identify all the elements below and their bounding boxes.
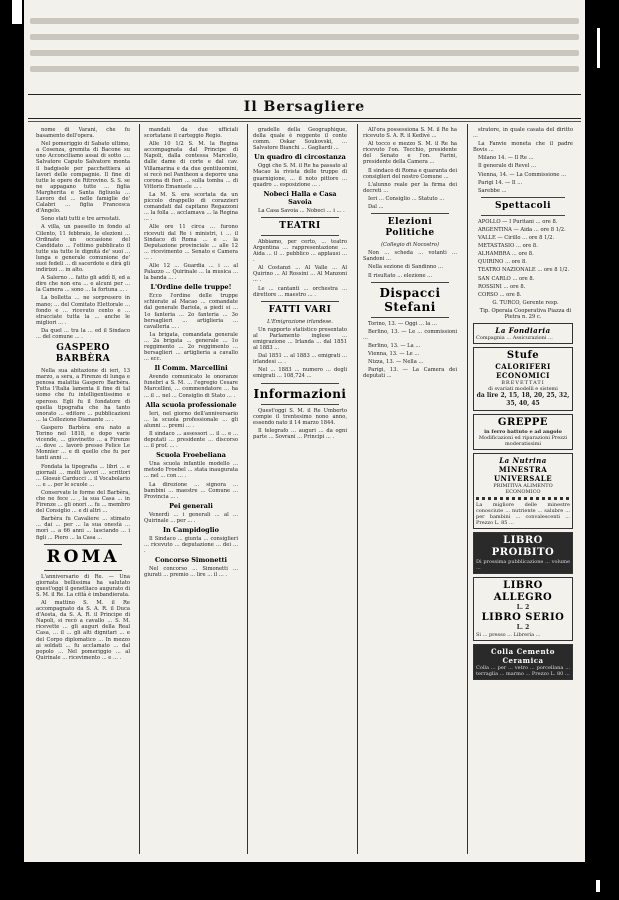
ad-title: CALORIFERI ECONOMICI: [495, 362, 551, 381]
column-rule: [247, 124, 248, 854]
paragraph: Il sindaco ... assessori ... il ... e ... deputati ... presidente ... discorso ... il prof. ... .: [144, 430, 238, 450]
show-item: CORSO ... ore 8.: [478, 291, 522, 298]
ad-price: L. 2: [516, 604, 530, 612]
subheading: Il Comm. Marcellini: [154, 364, 228, 373]
paragraph: Nizza, 13. — Nella ...: [368, 359, 424, 366]
section-heading-informazioni: Informazioni: [253, 386, 347, 401]
paragraph: Nella sezione di Sandinno ...: [368, 264, 443, 271]
ad-subtitle: BREVETTATI: [501, 380, 545, 387]
paragraph: 1a brigata, comandata generale ... 2a brigata ... generale ... 1o reggimento ... 2o reggimento ... bersaglieri ... artiglieria a cavallo ... ecc.: [144, 331, 238, 363]
subheading: Un quadro di circostanza: [254, 153, 346, 162]
column-2: [144, 127, 238, 852]
ad-subtitle: PRIMITIVA ALIMENTO ECONOMICO: [493, 483, 553, 496]
section-heading-elezioni: Elezioni Politiche: [385, 217, 435, 239]
paragraph: mandati da due ufficiali scortatane il carteggio Regio.: [144, 127, 238, 140]
show-item: APOLLO — I Puritani ... ore 8.: [478, 218, 558, 225]
paragraph: Oggi che S. M. il Re ha passato al Macao la rivista delle truppe di guarnigione, ... il noto pittore ... quadro ... esposizione ... .: [253, 163, 347, 188]
faded-line: [30, 34, 579, 40]
section-divider: [261, 404, 339, 405]
ad-libro-allegro: [473, 577, 573, 641]
paragraph: Il Sindaco ... giunta ... consiglieri ... ricevuto ... deputazione ... dei ... .: [144, 535, 238, 555]
ad-title: La Nutrina: [499, 456, 547, 466]
paragraph: L'alunno reale per la firma dei decreti ...: [363, 181, 457, 194]
paragraph: Al mattino S. M. il Re accompagnato da S. A. R. il Duca d'Aosta, da S. A. R. il Principe di Napoli, si recò a cavallo ... S. M. ricevette ... gli auguri della Real Casa, ... il ... gli alti dignitari ... e del Corpo diplomatico ... In mezzo ai soldati ... fu acclamato ... dal popolo ... Nel pomeriggio ... al Quirinale ... ricevimento ... e ... .: [36, 600, 130, 661]
paragraph: Alle ore 11 circa ... furono ricevuti dal Re i ministri, i ... il Sindaco di Roma ... e ... la Deputazione provinciale ... alle 12 ... ricevimento ... Senato e Camera ... .: [144, 224, 238, 261]
ad-body: Si ... presso ... Libreria ...: [476, 632, 541, 639]
paragraph: Un rapporto statistico presentato al Parlamento inglese ... emigrazione ... Irlanda ... dal 1851 al 1883 ...: [253, 326, 347, 352]
paragraph: Il telegrafo ... auguri ... da ogni parte ... Sovrani ... Principi ... .: [253, 427, 347, 440]
paragraph: Barbèra fu Cavaliere ... stimato ... dai ... per ... la sua onestà ... morì ... a 66 anni ... lasciando ... i figli ... Piero ... la Casa ...: [36, 516, 130, 541]
paragraph: La Casa Savoia ... Nobeci ... i ... .: [258, 207, 345, 214]
paragraph: Sarebbe ...: [478, 187, 507, 194]
paragraph: Parigi, 13. — La Camera dei deputati ...: [363, 367, 457, 380]
subheading-collegio: (Collegio di Nocostro): [381, 242, 439, 249]
section-divider: [261, 217, 339, 218]
paragraph: Conservate le forme del Barbèra, che ne fece ... , la sua Casa ... in Firenze ... gli onori ... fu ... membro del Consiglio ... e di altri ...: [36, 489, 130, 515]
paragraph: gradelle della Geographique, della quale è reggente il conte comm. Oskar Soukovski, ... Salvatore Bianchi ... Gagliardi ...: [253, 127, 347, 152]
ad-title: GREPPE: [497, 417, 549, 429]
paragraph: Da quel ... tra la ... ed il Sindaco ... del comune ... .: [36, 327, 130, 340]
subheading: Pei generali: [169, 501, 213, 510]
subheading: In Campidoglio: [162, 525, 219, 534]
subheading: Nobeci Halla e Casa Savoia: [263, 189, 337, 206]
newspaper-page: [24, 0, 585, 862]
show-item: ARGENTINA — Aida ... ore 8 1/2.: [478, 226, 566, 233]
section-divider: [481, 197, 565, 198]
subheading: L'Ordine delle truppe!: [150, 283, 232, 292]
ad-title: Colla Cemento Ceramica: [491, 647, 555, 666]
paragraph: Dal ...: [368, 204, 384, 211]
paragraph: Il risultato ... elezione ...: [368, 272, 433, 279]
ad-subtitle: Modificazioni ed riparazioni Prezzi moderatissimi: [478, 435, 568, 448]
ad-price: da lire 2, 15, 18, 20, 25, 32, 35, 40, 45: [476, 392, 570, 408]
section-divider: [261, 301, 339, 302]
paragraph: Vienna, 13. — Le ...: [368, 350, 420, 357]
ad-price: L. 2: [516, 624, 530, 632]
ad-greppe: [473, 414, 573, 450]
paragraph: La M. S. era scortata da un piccolo drappello di corazzieri comandati dal capitano Regazzoni ... la folla ... acclamava ... la Regina ... .: [144, 191, 238, 223]
scan-mark: [597, 28, 600, 68]
ad-title: Stufe: [506, 350, 540, 362]
ad-body: Compagnia ... Assicurazioni ...: [476, 335, 553, 342]
section-heading-fatti-vari: FATTI VARI: [268, 304, 332, 315]
paragraph: All'ora possessiona S. M. il Re ha ricevuto S. A. R. il Kedivè ...: [363, 127, 457, 140]
masthead-title: Il Bersagliere: [243, 99, 366, 115]
paragraph: Parigi 14. — Il ...: [478, 179, 523, 186]
paragraph: La Fanvie moneta che il padre Bovis ...: [473, 141, 573, 154]
column-4: [363, 127, 457, 852]
section-heading-dispacci: Dispacci Stefani: [379, 285, 441, 314]
paragraph: Fondata la tipografia ... libri ... e giornali ... molti lavori ... scrittori ... Giosuè Carducci ... il Vocabolario ... e ... per le scuole ...: [36, 463, 130, 488]
paragraph: Berlino, 13. — La ...: [368, 342, 421, 349]
section-divider: [44, 544, 122, 545]
faded-line: [30, 50, 579, 56]
section-divider: [371, 282, 449, 283]
paragraph: Dal 1851 ... al 1883 ... emigrati ... irlandesi ... .: [253, 353, 347, 366]
paragraph: Il generale di Revel ...: [478, 163, 536, 170]
paragraph: Vienna, 14. — La Commissione ...: [478, 171, 567, 178]
masthead-rule-thin: [28, 121, 581, 122]
subheading: Alla scuola professionale: [145, 400, 237, 409]
ad-body: Di prossima pubblicazione ... volume ...: [476, 559, 570, 572]
show-item: TEATRO NAZIONALE ... ore 8 1/2.: [478, 267, 570, 274]
show-item: VALLE — Cirillo ... ore 8 1/2.: [478, 235, 555, 242]
paragraph: Nel pomeriggio di Sabato ultimo, a Cosenza, gremita di Bacone su uno Acconciliamo assai di sotto .... Salvatore Caputo Salvatore monta il badgisole per pacchettiera ai lavori delle compagnie. Il fine di tutte le opere de Ritrovino. S. S. se ne appagano tutte ... figlia Margherita e Santa figliuola ... Lavoro del ... nelle famiglie de' Calabri ... figlia Francesca d'Angelo.: [36, 141, 130, 215]
section-heading-spettacoli: Spettacoli: [495, 200, 551, 211]
column-5: [473, 127, 573, 852]
paragraph: A villa, un paesello in fondo al Cilento, 11 febbraio, le elezioni ... Ordinate un occasione del Candidato ... l'ottimo pubblicato il tutte sia tutte le dignità de' suoi ... lunga e generale comunione de' suoi fedeli ... di sacerdote e dirà gli indirizzi ... in alto.: [36, 224, 130, 274]
paragraph: Nella sua abitazione di ieri, 13 marzo, a sera, a Firenze di lunga e penosa malattia Gaspero Barbèra. Tutta l'Italia lamenta il fine di tal uomo che fu intelligentissimo e operoso. Egli fu il fondatore di quella tipografia che ha tanto onorato ... editore ... pubblicazioni ... la Collezione Diamante ... .: [36, 368, 130, 423]
ad-libro-proibito: [473, 532, 573, 574]
printer-line: Tip. Operaia Cooperativa Piazza di Pietra n. 29 c.: [479, 307, 572, 320]
paragraph: La direzione ... signora ... bambini ... maestre ... Comune ... Provincia ... .: [144, 481, 238, 500]
paragraph: nome di Varani, che fu basamento dell'opera.: [36, 127, 130, 140]
paragraph: Alle 12 ... Guardia ... i ... al Palazzo ... Quirinale ... la musica ... la banda ... .: [144, 262, 238, 282]
ad-title: LIBRO PROIBITO: [491, 535, 555, 559]
ad-body: di svariati modelli e sistemi: [488, 386, 558, 393]
column-rule: [139, 124, 140, 854]
column-rule: [357, 124, 358, 854]
paragraph: Quest'oggi S. M. il Re Umberto compie il trentesimo nono anno, essendo nato il 14 marzo 1844.: [253, 407, 347, 426]
top-rule: [28, 94, 581, 95]
paragraph: Al Costanzi ... Al Valle ... Al Quirino ... Al Rossini ... Al Manzoni ... .: [253, 265, 347, 284]
section-divider: [371, 317, 449, 318]
column-1: [36, 127, 130, 852]
faded-line: [30, 18, 579, 24]
editor-line: G. TURCO, Gerente resp.: [492, 299, 559, 306]
show-item: METASTASIO ... ore 8.: [478, 243, 538, 250]
show-item: ROSSINI ... ore 8.: [478, 283, 526, 290]
scan-mark: [596, 880, 600, 892]
paragraph: Una scuola infantile modello ... metodo Froebel ... stata inaugurata ... nel ... con ... .: [144, 461, 238, 480]
paragraph: Gaspero Barbèra era nato a Torino nel 1818, e dopo varie vicende, ... giovinetto ... a Firenze ... dove ... lavorò presso Felice Le Monnier ... e di quello che fu per tanti anni ...: [36, 424, 130, 462]
paragraph: Ecco l'ordine delle truppe schierate al Macao ... comandate dal generale Bariola, a piedi si ... 1o fanteria ... 2o fanteria ... 3o bersaglieri ... artiglieria ... cavalleria ... .: [144, 293, 238, 330]
show-item: SAN CARLO ... ore 8.: [478, 275, 535, 282]
ad-nutrina: [473, 453, 573, 529]
faded-line: [30, 66, 579, 72]
ad-stufe: [473, 347, 573, 411]
section-heading-roma: ROMA: [46, 546, 120, 567]
paragraph: Le ... cantanti ... orchestra ... direttore ... maestro ... .: [253, 285, 347, 298]
paragraph: Alle 10 1/2 S. M. la Regina accompagnata dal Principe di Napoli, dalla contessa Marcello, dalle dame di corte e dal cav. Villamarina e da due gentiluomini, si recò nel Pantheon a deporre una corona di fiori ... sulla tomba ... di Vittorio Emanuele ... .: [144, 141, 238, 190]
paragraph: Non ... scheda ... votanti ... Sandoni ...: [363, 250, 457, 263]
masthead-rule: [28, 118, 581, 119]
section-heading-barbera: GASPERO BARBÈRA: [55, 343, 111, 365]
paragraph: Ieri, nel giorno dell'anniversario ... la scuola professionale ... gli alunni ... premi ... .: [144, 410, 238, 429]
paragraph: Il sindaco di Roma e quaranta dei consiglieri del nostro Comune ...: [363, 167, 457, 180]
ad-decoration: [476, 497, 570, 500]
show-item: QUIRINO ... ore 8.: [478, 259, 527, 266]
ad-title: La Fondiaria: [495, 326, 551, 336]
section-divider: [261, 235, 339, 236]
ad-title: MINESTRA UNIVERSALE: [493, 465, 553, 484]
scan-mark: [12, 0, 22, 24]
subheading: Scuola Froebeliana: [156, 451, 226, 460]
paragraph: Sono stati tutti e tre arrestati.: [41, 216, 121, 223]
column-rule: [467, 124, 468, 854]
paragraph: Torino, 13. — Oggi ... la ...: [368, 320, 437, 327]
section-divider: [481, 215, 565, 216]
column-3: [253, 127, 347, 852]
ad-fondiaria: [473, 323, 573, 344]
paragraph: stratore, in quale casata del diritto ...: [473, 127, 573, 140]
show-item: ALHAMBRA ... ore 8.: [478, 251, 534, 258]
section-divider: [261, 383, 339, 384]
paragraph: Al tocco e mezzo S. M. il Re ha ricevuto l'on. Tecchio, presidente del Senato e l'on. Farini, presidente della Camera ...: [363, 141, 457, 166]
ad-body: Colla ... per ... vetro ... porcellana ... terraglia ... marmo ... Prezzo L. 80 ...: [476, 665, 570, 678]
ad-title: LIBRO ALLEGRO: [493, 580, 553, 604]
section-heading-teatri: TEATRI: [279, 220, 321, 231]
show-listing: [473, 219, 573, 298]
paragraph: Avendo comunicato le onoranze funebri a S. M. ... l'egregio Cesare Marcellini, ... commendatore ... ha ... il ... nel ... Consiglio di Stato ... .: [144, 374, 238, 399]
paragraph: Berlino, 13. — Le ... commissioni ...: [363, 328, 457, 341]
paragraph: Abbiamo, per certo, ... teatro Argentina ... rappresentazione ... Aida ... il ... pubblico ... applausi ... .: [253, 238, 347, 264]
ad-colla-cemento: [473, 644, 573, 680]
section-divider: [371, 213, 449, 214]
section-divider: [44, 570, 122, 571]
subheading: Concorso Simonetti: [155, 556, 227, 565]
ad-body: La migliore delle minestre conosciute ... nutriente ... salubre ... per bambini ... convalescenti ... Prezzo L. 85 ...: [476, 502, 570, 527]
subheading-emigrazione: L'Emigrazione irlandese.: [267, 318, 333, 325]
paragraph: A Salerno ... fatto gli addì 8, ed a dire che non era ... e alcuni per ... la Camera ... sono ... la fortuna ... .: [36, 275, 130, 294]
ad-title: LIBRO SERIO: [481, 612, 565, 624]
paragraph: Ieri ... Consiglio ... Statuto ...: [368, 195, 445, 202]
paragraph: Venerdì ... i generali ... al ... Quirinale ... per ... .: [144, 511, 238, 524]
faded-page-header-area: [24, 0, 585, 92]
paragraph: Nel ... 1883 ... numero ... degli emigrati ... 108,724 ...: [253, 367, 347, 380]
paragraph: L'anniversario di Re. — Una giornata bellissima ha salutato quest'oggi il genetliaco augurato di S. M. il Re. La città è imbandierata.: [36, 573, 130, 598]
paragraph: La bolletta ... ne sorpresero in mano; ... del Comitato Elettorale ... fondo e ... ricevuto cento e ... stracciate tutta la ... anche le migliori ... .: [36, 295, 130, 326]
paragraph: Milano 14. — Il Re ...: [478, 155, 534, 162]
paragraph: Nel concorso ... Simonetti ... giurati ... premio ... lire ... il ... .: [144, 566, 238, 579]
ad-body: in ferro battuto e ad angolo: [484, 429, 562, 436]
